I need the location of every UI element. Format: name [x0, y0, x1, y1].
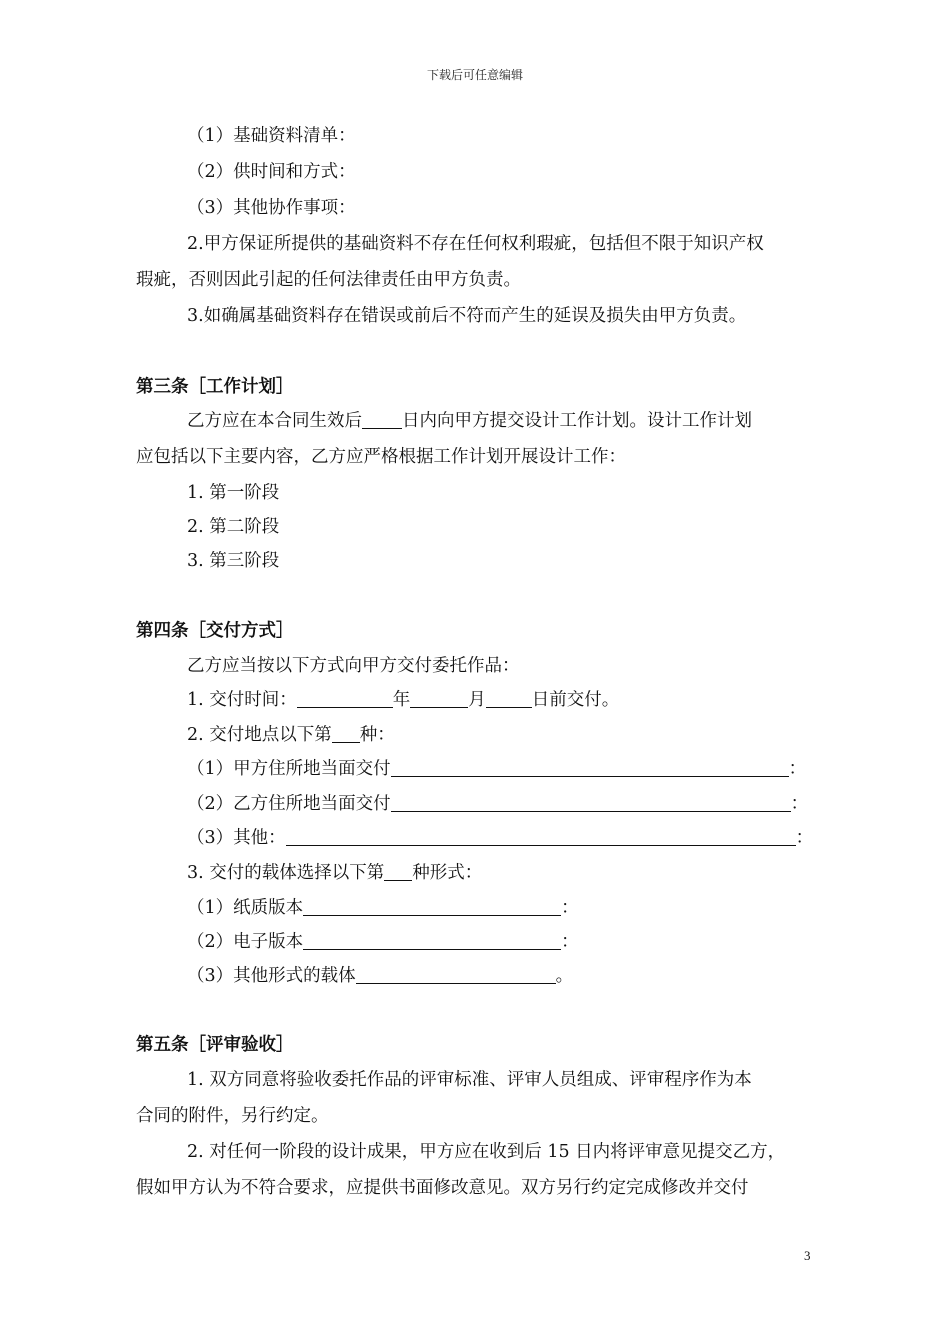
paragraph-line: 假如甲方认为不符合要求，应提供书面修改意见。双方另行约定完成修改并交付: [136, 1178, 749, 1198]
list-item-other-cooperation: （3）其他协作事项：: [187, 198, 356, 218]
paragraph-line: 应包括以下主要内容，乙方应严格根据工作计划开展设计工作：: [136, 447, 626, 467]
fill-in-blank-carrier-choice[interactable]: [384, 862, 412, 881]
text-fragment: 1. 交付时间：: [187, 690, 297, 710]
carrier-option-line: [187, 896, 579, 920]
article5-title: 第五条［评审验收］: [136, 1035, 294, 1055]
text-fragment: （3）其他：: [187, 828, 286, 848]
stage-item: 1. 第一阶段: [187, 483, 280, 503]
text-fragment: 月: [468, 690, 486, 710]
fill-in-blank[interactable]: [303, 931, 561, 950]
text-fragment: ：: [795, 828, 814, 848]
list-item-basic-materials: （1）基础资料清单：: [187, 126, 356, 146]
page-header: 下载后可任意编辑: [426, 68, 523, 82]
text-fragment: 日内向甲方提交设计工作计划。设计工作计划: [402, 411, 752, 431]
paragraph-line: 2. 对任何一阶段的设计成果，甲方应在收到后 15 日内将评审意见提交乙方，: [187, 1142, 786, 1162]
paragraph-line: 合同的附件，另行约定。: [136, 1106, 329, 1126]
text-fragment: （3）其他形式的载体: [187, 966, 356, 986]
fill-in-blank-place-choice[interactable]: [332, 724, 360, 743]
text-fragment: 年: [392, 690, 411, 710]
paragraph-line: 2.甲方保证所提供的基础资料不存在任何权利瑕疵，包括但不限于知识产权: [187, 234, 764, 254]
delivery-place-line: [187, 723, 395, 747]
fill-in-blank[interactable]: [391, 758, 789, 777]
text-fragment: 种：: [359, 725, 395, 745]
article3-title: 第三条［工作计划］: [136, 377, 294, 397]
fill-in-blank-days[interactable]: [362, 410, 402, 429]
text-fragment: ：: [790, 794, 809, 814]
article4-title: 第四条［交付方式］: [136, 621, 294, 641]
text-fragment: 乙方应在本合同生效后: [187, 411, 362, 431]
fill-in-blank[interactable]: [303, 897, 561, 916]
fill-in-blank[interactable]: [286, 827, 796, 846]
text-fragment: ：: [561, 898, 579, 918]
text-fragment: 种形式：: [412, 863, 483, 883]
stage-item: 3. 第三阶段: [187, 551, 280, 571]
text-fragment: 日前交付。: [531, 690, 620, 710]
text-fragment: ：: [561, 932, 579, 952]
carrier-option-line: [187, 930, 579, 954]
carrier-choice-line: [187, 861, 482, 885]
text-fragment: （1）纸质版本: [187, 898, 304, 918]
carrier-option-line: [187, 964, 573, 988]
fill-in-blank[interactable]: [391, 793, 791, 812]
place-option-line: [187, 826, 813, 850]
text-fragment: （1）甲方住所地当面交付: [187, 759, 391, 779]
place-option-line: [187, 757, 806, 781]
fill-in-blank[interactable]: [356, 965, 556, 984]
paragraph-line: 1. 双方同意将验收委托作品的评审标准、评审人员组成、评审程序作为本: [187, 1070, 752, 1090]
text-fragment: 。: [555, 966, 574, 986]
text-fragment: （2）电子版本: [187, 932, 304, 952]
place-option-line: [187, 792, 808, 816]
article3-intro-line: [187, 409, 752, 433]
page-number: 3: [804, 1248, 811, 1263]
paragraph-line: 瑕疵，否则因此引起的任何法律责任由甲方负责。: [136, 270, 521, 290]
text-fragment: 3. 交付的载体选择以下第: [187, 863, 385, 883]
fill-in-blank-year[interactable]: [297, 689, 393, 708]
text-fragment: ：: [788, 759, 807, 779]
paragraph-line: 3.如确属基础资料存在错误或前后不符而产生的延误及损失由甲方负责。: [187, 306, 747, 326]
list-item-time-and-method: （2）供时间和方式：: [187, 162, 356, 182]
text-fragment: （2）乙方住所地当面交付: [187, 794, 391, 814]
fill-in-blank-month[interactable]: [410, 689, 468, 708]
delivery-time-line: [187, 688, 619, 712]
paragraph-line: 乙方应当按以下方式向甲方交付委托作品：: [187, 656, 520, 676]
stage-item: 2. 第二阶段: [187, 517, 280, 537]
text-fragment: 2. 交付地点以下第: [187, 725, 332, 745]
fill-in-blank-day[interactable]: [486, 689, 532, 708]
